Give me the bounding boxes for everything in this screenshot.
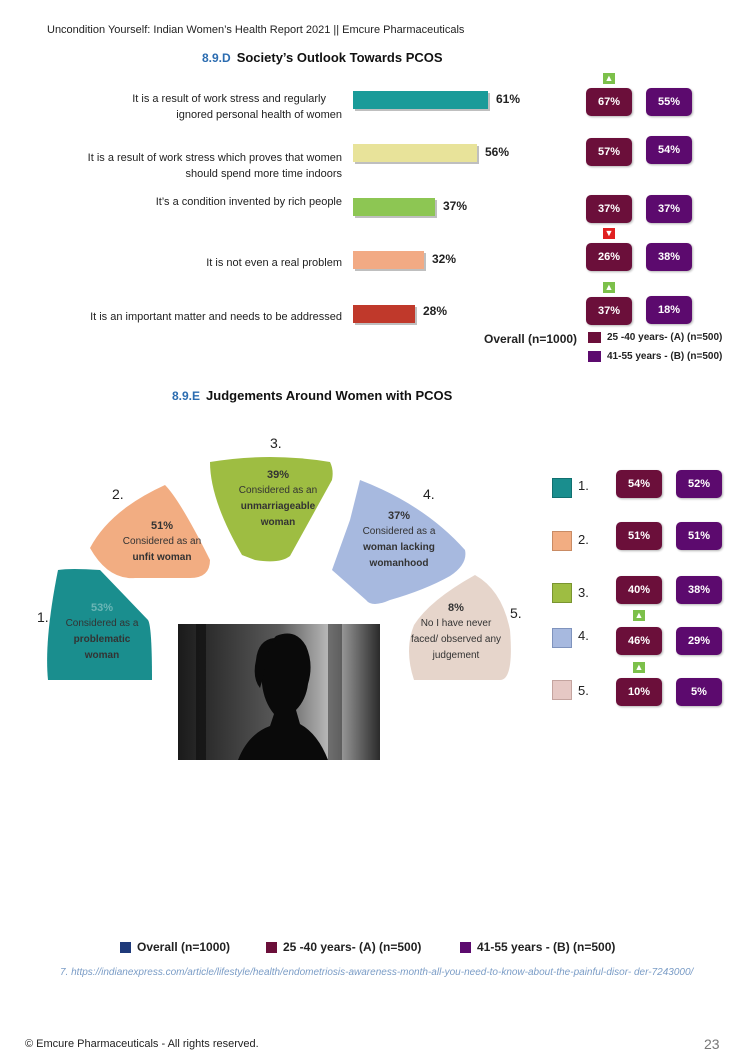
segment-4-line2: woman lacking <box>363 542 435 553</box>
down-arrow-icon: ▼ <box>604 228 614 238</box>
segment-2-line2: unfit woman <box>132 552 192 563</box>
segment-1-number: 1. <box>37 609 49 625</box>
footnote-link[interactable]: 7. https://indianexpress.com/article/lifestyle/health/endometriosis-awareness-month-all-you-need-to-know-about-the-painful-disor- der-7243000/ <box>60 967 694 978</box>
segment-1-line2: problematic <box>73 634 131 645</box>
key-b-2: 51% <box>676 522 722 550</box>
section-d-title <box>202 50 443 65</box>
statement-4 <box>22 255 342 271</box>
legend-a-text: 25 -40 years- (A) (n=500) <box>607 332 723 344</box>
up-arrow-icon: ▲ <box>604 282 614 292</box>
bottom-legend-overall <box>120 940 230 954</box>
statement-5-line1: It is an important matter and needs to be addressed <box>90 311 342 323</box>
segment-3-line2: unmarriageable <box>240 501 316 512</box>
key-b-4: 29% <box>676 627 722 655</box>
statement-2-line2: should spend more time indoors <box>185 168 342 180</box>
up-arrow-icon: ▲ <box>604 73 614 83</box>
statement-4-line1: It is not even a real problem <box>206 257 342 269</box>
key-a-5: 10% <box>616 678 662 706</box>
statement-2-line1: It is a result of work stress which proves that women <box>87 152 342 164</box>
segment-3-pct: 39% <box>266 469 290 481</box>
bottom-legend-b-text: 41-55 years - (B) (n=500) <box>477 940 616 954</box>
section-e-title-text: Judgements Around Women with PCOS <box>206 388 453 403</box>
legend-a <box>588 332 722 343</box>
box-a-5: 37% <box>586 297 632 325</box>
key-b-5: 5% <box>676 678 722 706</box>
segment-1-line1: Considered as a <box>65 618 139 629</box>
bottom-legend-b <box>460 940 615 954</box>
segment-3-line1: Considered as an <box>238 485 318 496</box>
segment-3-number: 3. <box>270 435 282 451</box>
up-arrow-icon: ▲ <box>634 610 644 620</box>
segment-3-text <box>222 467 334 531</box>
box-b-3: 37% <box>646 195 692 223</box>
bar-label-4: 32% <box>432 252 457 266</box>
box-b-4: 38% <box>646 243 692 271</box>
segment-4-line1: Considered as a <box>362 526 436 537</box>
up-arrow-icon: ▲ <box>634 662 644 672</box>
bar-overall-4 <box>353 251 424 269</box>
segment-2-number: 2. <box>112 486 124 502</box>
page-number: 23 <box>704 1036 720 1052</box>
woman-silhouette-photo <box>178 624 380 760</box>
bottom-legend-a-swatch <box>266 942 277 953</box>
key-b-3: 38% <box>676 576 722 604</box>
legend-b-text: 41-55 years - (B) (n=500) <box>607 351 723 363</box>
segment-2-text <box>106 518 218 566</box>
box-a-4: 26% <box>586 243 632 271</box>
bottom-legend-a-text: 25 -40 years- (A) (n=500) <box>283 940 422 954</box>
statement-3-line1: It’s a condition invented by rich people <box>155 196 342 208</box>
segment-5-pct: 8% <box>448 602 464 614</box>
box-b-1: 55% <box>646 88 692 116</box>
segment-5-line3: judgement <box>432 650 480 661</box>
segment-5-text <box>400 600 512 664</box>
key-num-1: 1. <box>578 478 589 493</box>
segment-1-line3: woman <box>84 650 120 661</box>
statement-1 <box>22 91 342 123</box>
segment-1-pct: 53% <box>90 602 114 614</box>
bar-label-2: 56% <box>485 145 510 159</box>
segment-5-line2: faced/ observed any <box>410 634 502 645</box>
key-num-3: 3. <box>578 585 589 600</box>
key-a-1: 54% <box>616 470 662 498</box>
bar-label-5: 28% <box>423 304 448 318</box>
statement-1-line2: ignored personal health of women <box>176 109 342 121</box>
legend-b <box>588 351 722 362</box>
box-a-3: 37% <box>586 195 632 223</box>
key-a-4: 46% <box>616 627 662 655</box>
section-e-number: 8.9.E <box>172 389 201 403</box>
section-d-number: 8.9.D <box>202 51 231 65</box>
key-a-3: 40% <box>616 576 662 604</box>
box-b-5: 18% <box>646 296 692 324</box>
box-b-2: 54% <box>646 136 692 164</box>
key-swatch-1 <box>552 478 572 498</box>
copyright-footer: © Emcure Pharmaceuticals - All rights reserved. <box>25 1038 259 1050</box>
key-a-2: 51% <box>616 522 662 550</box>
bar-overall-1 <box>353 91 488 109</box>
bar-label-1: 61% <box>496 92 521 106</box>
legend-overall-label: Overall (n=1000) <box>484 332 578 346</box>
legend-b-swatch <box>588 351 601 362</box>
bottom-legend-overall-text: Overall (n=1000) <box>137 940 231 954</box>
segment-3-line3: woman <box>260 517 296 528</box>
segment-5-line1: No I have never <box>420 618 492 629</box>
key-swatch-3 <box>552 583 572 603</box>
segment-2-line1: Considered as an <box>122 536 202 547</box>
bar-label-3: 37% <box>443 199 468 213</box>
box-a-2: 57% <box>586 138 632 166</box>
segment-4-number: 4. <box>423 486 435 502</box>
key-num-4: 4. <box>578 628 589 643</box>
key-swatch-4 <box>552 628 572 648</box>
statement-2 <box>22 150 342 182</box>
bottom-legend-b-swatch <box>460 942 471 953</box>
key-swatch-5 <box>552 680 572 700</box>
key-b-1: 52% <box>676 470 722 498</box>
bottom-legend-a <box>266 940 421 954</box>
legend-a-swatch <box>588 332 601 343</box>
box-a-1: 67% <box>586 88 632 116</box>
segment-4-line3: womanhood <box>369 558 429 569</box>
report-header: Uncondition Yourself: Indian Women’s Health Report 2021 || Emcure Pharmaceuticals <box>47 24 465 36</box>
segment-1-text <box>52 600 152 664</box>
segment-4-pct: 37% <box>387 510 411 522</box>
statement-3 <box>22 194 342 210</box>
key-num-2: 2. <box>578 532 589 547</box>
section-d-title-text: Society’s Outlook Towards PCOS <box>236 50 443 65</box>
bar-overall-3 <box>353 198 435 216</box>
bar-overall-5 <box>353 305 415 323</box>
bar-overall-2 <box>353 144 477 162</box>
bottom-legend-overall-swatch <box>120 942 131 953</box>
segment-5-number: 5. <box>510 605 522 621</box>
section-e-title <box>172 388 452 403</box>
statement-1-line1: It is a result of work stress and regularly <box>132 93 326 105</box>
segment-2-pct: 51% <box>150 520 174 532</box>
segment-4-text <box>345 508 453 572</box>
statement-5 <box>22 309 342 325</box>
key-swatch-2 <box>552 531 572 551</box>
key-num-5: 5. <box>578 683 589 698</box>
